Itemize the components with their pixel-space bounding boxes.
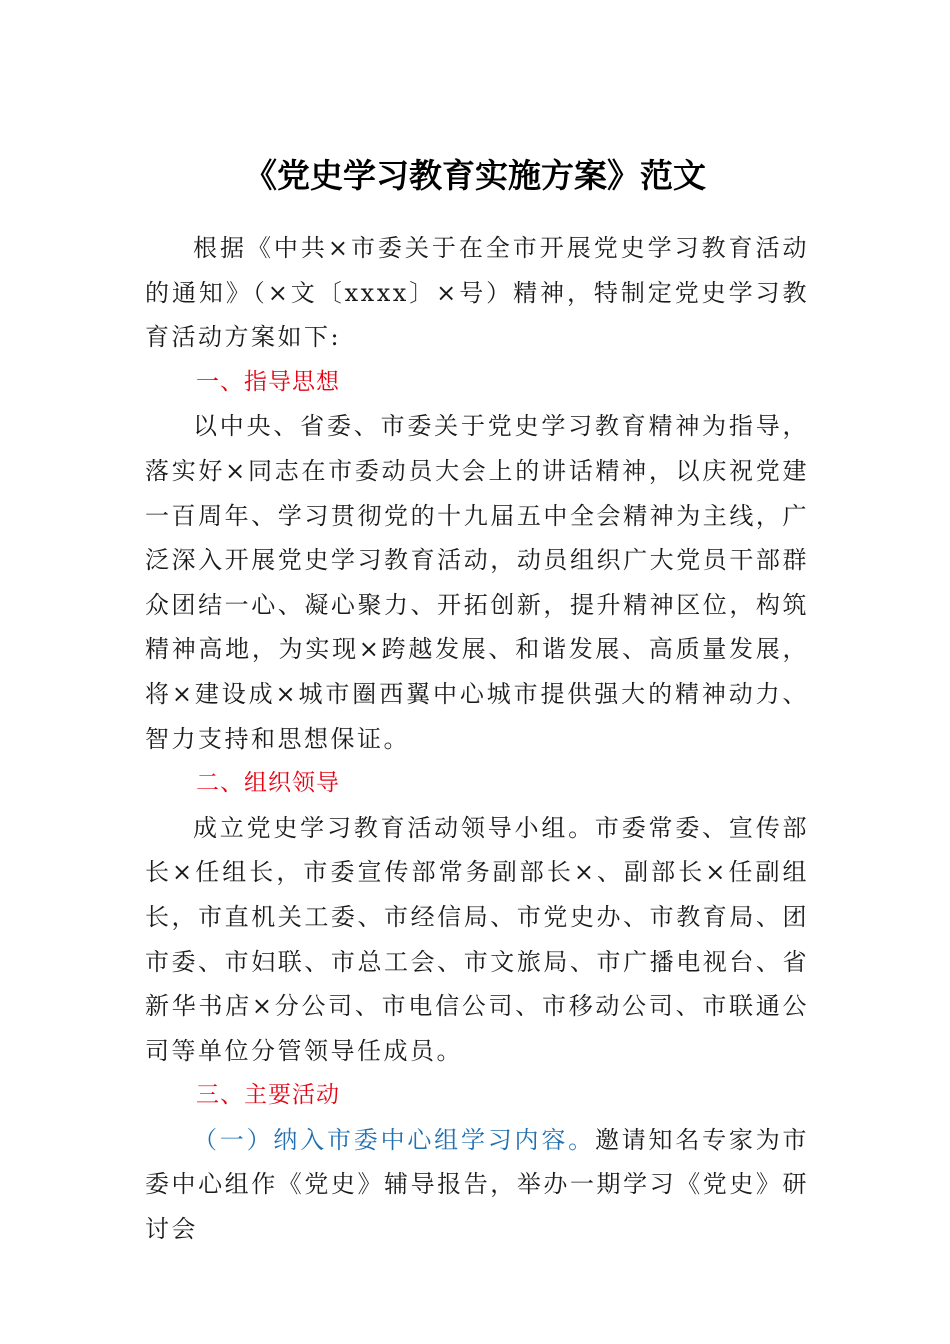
document-title: 《党史学习教育实施方案》范文 <box>244 156 706 195</box>
sub-paragraph-text: 邀请知名专家为市委中心组作《党史》辅导报告，举办一期学习《党史》研讨会 <box>145 1125 810 1244</box>
section-heading-organization: 二、组织领导 <box>196 770 340 797</box>
document-body <box>145 226 809 1252</box>
section-paragraph-guiding-ideology: 以中央、省委、市委关于党史学习教育精神为指导，落实好×同志在市委动员大会上的讲话精神，以庆祝党建一百周年、学习贯彻党的十九届五中全会精神为主线，广泛深入开展党史学习教育活动，动员组织广大党员干部群众团结一心、凝心聚力、开拓创新，提升精神区位，构筑精神高地，为实现×跨越发展、和谐发展、高质量发展，将×建设成×城市圈西翼中心城市提供强大的精神动力、智力支持和思想保证。 <box>145 412 809 753</box>
section-heading-main-activities: 三、主要活动 <box>196 1082 340 1109</box>
intro-paragraph: 根据《中共×市委关于在全市开展党史学习教育活动的通知》（×文〔xxxx〕×号）精神，特制定党史学习教育活动方案如下: <box>145 234 809 352</box>
section-paragraph-organization: 成立党史学习教育活动领导小组。市委常委、宣传部长×任组长，市委宣传部常务副部长×、副部长×任副组长，市直机关工委、市经信局、市党史办、市教育局、团市委、市妇联、市总工会、市文旅局、市广播电视台、省新华书店×分公司、市电信公司、市移动公司、市联通公司等单位分管领导任成员。 <box>145 813 809 1065</box>
section-paragraph-main-activities <box>145 1118 809 1252</box>
section-heading-guiding-ideology: 一、指导思想 <box>196 368 340 395</box>
sub-heading-study-content: （一）纳入市委中心组学习内容。 <box>193 1125 595 1154</box>
